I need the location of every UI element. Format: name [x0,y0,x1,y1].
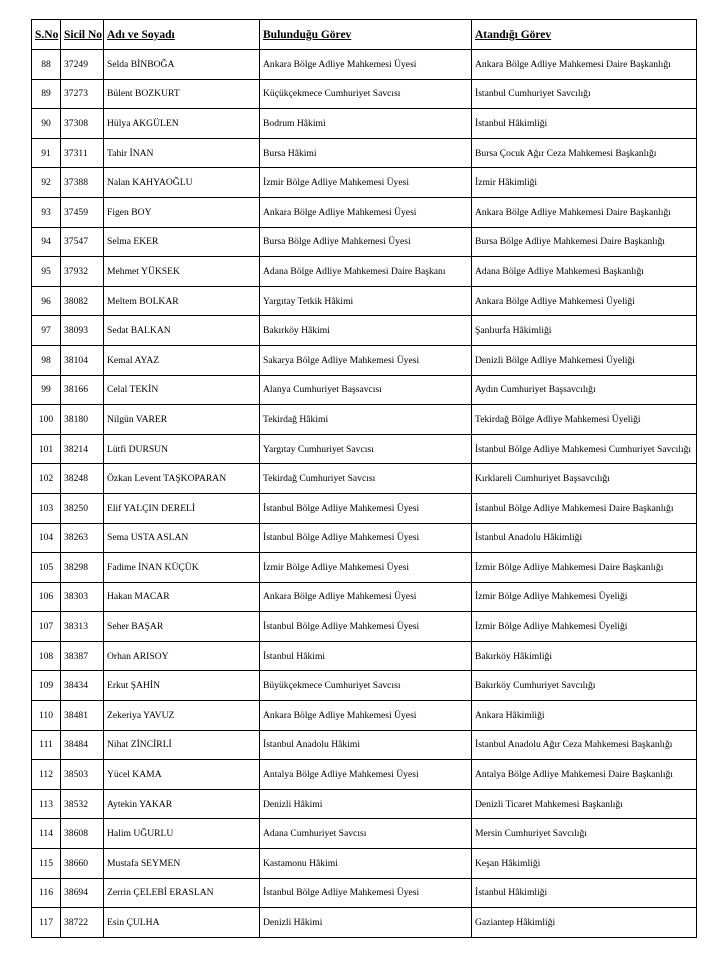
table-row [32,405,697,435]
cell-current-position: Denizli Hâkimi [260,908,472,938]
cell-appointed-position: Bakırköy Hâkimliği [472,641,697,671]
cell-appointed-position: Ankara Bölge Adliye Mahkemesi Üyeliği [472,286,697,316]
cell-sicil-no: 38104 [61,345,104,375]
cell-current-position: Bursa Hâkimi [260,138,472,168]
cell-name: Tahir İNAN [104,138,260,168]
table-row [32,227,697,257]
cell-sicil-no: 38082 [61,286,104,316]
cell-name: Selda BİNBOĞA [104,50,260,80]
cell-name: Aytekin YAKAR [104,789,260,819]
cell-appointed-position: Aydın Cumhuriyet Başsavcılığı [472,375,697,405]
table-row [32,345,697,375]
cell-name: Erkut ŞAHİN [104,671,260,701]
cell-name: Hakan MACAR [104,582,260,612]
cell-name: Figen BOY [104,197,260,227]
appointment-table [31,19,697,938]
cell-appointed-position: Gaziantep Hâkimliği [472,908,697,938]
cell-sicil-no: 38660 [61,849,104,879]
cell-current-position: Adana Bölge Adliye Mahkemesi Daire Başkanı [260,257,472,287]
cell-current-position: Adana Cumhuriyet Savcısı [260,819,472,849]
cell-appointed-position: Keşan Hâkimliği [472,849,697,879]
table-row [32,789,697,819]
table-row [32,79,697,109]
table-row [32,50,697,80]
cell-current-position: Büyükçekmece Cumhuriyet Savcısı [260,671,472,701]
table-body [32,50,697,938]
cell-name: Zerrin ÇELEBİ ERASLAN [104,878,260,908]
cell-current-position: İstanbul Bölge Adliye Mahkemesi Üyesi [260,493,472,523]
cell-name: Mehmet YÜKSEK [104,257,260,287]
cell-name: Nalan KAHYAOĞLU [104,168,260,198]
cell-current-position: İstanbul Bölge Adliye Mahkemesi Üyesi [260,878,472,908]
table-row [32,523,697,553]
cell-appointed-position: İstanbul Anadolu Hâkimliği [472,523,697,553]
cell-sno: 108 [32,641,61,671]
cell-appointed-position: İzmir Hâkimliği [472,168,697,198]
cell-appointed-position: Ankara Bölge Adliye Mahkemesi Daire Başkanlığı [472,50,697,80]
cell-current-position: Tekirdağ Hâkimi [260,405,472,435]
table-row [32,701,697,731]
cell-sno: 101 [32,434,61,464]
cell-appointed-position: Denizli Bölge Adliye Mahkemesi Üyeliği [472,345,697,375]
cell-sicil-no: 38248 [61,464,104,494]
cell-name: Elif YALÇIN DERELİ [104,493,260,523]
header-name: Adı ve Soyadı [104,20,260,50]
cell-appointed-position: İstanbul Hâkimliği [472,878,697,908]
cell-sicil-no: 38214 [61,434,104,464]
cell-name: Seher BAŞAR [104,612,260,642]
cell-sno: 102 [32,464,61,494]
cell-sicil-no: 37273 [61,79,104,109]
header-sicil-no: Sicil No [61,20,104,50]
cell-current-position: Bursa Bölge Adliye Mahkemesi Üyesi [260,227,472,257]
cell-sicil-no: 38298 [61,553,104,583]
header-sno: S.No [32,20,61,50]
cell-sno: 91 [32,138,61,168]
cell-sno: 115 [32,849,61,879]
table-row [32,641,697,671]
header-current-position: Bulunduğu Görev [260,20,472,50]
cell-name: Nilgün VARER [104,405,260,435]
cell-current-position: Bakırköy Hâkimi [260,316,472,346]
cell-sno: 90 [32,109,61,139]
cell-sno: 104 [32,523,61,553]
cell-sicil-no: 37311 [61,138,104,168]
cell-appointed-position: Ankara Bölge Adliye Mahkemesi Daire Başkanlığı [472,197,697,227]
table-row [32,908,697,938]
cell-current-position: Alanya Cumhuriyet Başsavcısı [260,375,472,405]
cell-current-position: İstanbul Bölge Adliye Mahkemesi Üyesi [260,523,472,553]
cell-name: Celal TEKİN [104,375,260,405]
cell-current-position: İstanbul Bölge Adliye Mahkemesi Üyesi [260,612,472,642]
cell-appointed-position: Bursa Çocuk Ağır Ceza Mahkemesi Başkanlığı [472,138,697,168]
cell-sno: 114 [32,819,61,849]
cell-name: Sedat BALKAN [104,316,260,346]
table-row [32,257,697,287]
cell-appointed-position: İstanbul Hâkimliği [472,109,697,139]
cell-sicil-no: 38166 [61,375,104,405]
table-row [32,168,697,198]
cell-name: Bülent BOZKURT [104,79,260,109]
cell-appointed-position: İzmir Bölge Adliye Mahkemesi Üyeliği [472,582,697,612]
table-row [32,878,697,908]
table-row [32,819,697,849]
table-header-row [32,20,697,50]
cell-current-position: Bodrum Hâkimi [260,109,472,139]
cell-name: Özkan Levent TAŞKOPARAN [104,464,260,494]
cell-current-position: Yargıtay Tetkik Hâkimi [260,286,472,316]
cell-sicil-no: 38503 [61,760,104,790]
cell-sicil-no: 38093 [61,316,104,346]
cell-current-position: İstanbul Hâkimi [260,641,472,671]
cell-current-position: Yargıtay Cumhuriyet Savcısı [260,434,472,464]
cell-name: Kemal AYAZ [104,345,260,375]
cell-appointed-position: İstanbul Cumhuriyet Savcılığı [472,79,697,109]
cell-sicil-no: 38303 [61,582,104,612]
cell-sno: 95 [32,257,61,287]
table-row [32,109,697,139]
cell-sicil-no: 38484 [61,730,104,760]
cell-appointed-position: İzmir Bölge Adliye Mahkemesi Üyeliği [472,612,697,642]
cell-sicil-no: 38250 [61,493,104,523]
cell-sno: 96 [32,286,61,316]
table-row [32,671,697,701]
table-row [32,612,697,642]
cell-sno: 94 [32,227,61,257]
cell-sno: 106 [32,582,61,612]
table-row [32,434,697,464]
cell-sno: 88 [32,50,61,80]
cell-sno: 112 [32,760,61,790]
cell-sicil-no: 38387 [61,641,104,671]
cell-name: Halim UĞURLU [104,819,260,849]
cell-appointed-position: Antalya Bölge Adliye Mahkemesi Daire Başkanlığı [472,760,697,790]
cell-sno: 99 [32,375,61,405]
cell-appointed-position: Şanlıurfa Hâkimliği [472,316,697,346]
cell-sno: 107 [32,612,61,642]
cell-appointed-position: İstanbul Anadolu Ağır Ceza Mahkemesi Başkanlığı [472,730,697,760]
cell-sicil-no: 38180 [61,405,104,435]
cell-appointed-position: Kırklareli Cumhuriyet Başsavcılığı [472,464,697,494]
cell-sno: 98 [32,345,61,375]
cell-sno: 116 [32,878,61,908]
cell-sicil-no: 37388 [61,168,104,198]
cell-appointed-position: Denizli Ticaret Mahkemesi Başkanlığı [472,789,697,819]
cell-current-position: Tekirdağ Cumhuriyet Savcısı [260,464,472,494]
cell-name: Hülya AKGÜLEN [104,109,260,139]
table-row [32,138,697,168]
cell-sicil-no: 38694 [61,878,104,908]
table-row [32,553,697,583]
cell-name: Lütfi DURSUN [104,434,260,464]
cell-sicil-no: 37932 [61,257,104,287]
table-row [32,316,697,346]
table-row [32,464,697,494]
cell-sicil-no: 37308 [61,109,104,139]
cell-sno: 103 [32,493,61,523]
cell-sno: 93 [32,197,61,227]
table-row [32,286,697,316]
cell-sno: 89 [32,79,61,109]
cell-sicil-no: 37547 [61,227,104,257]
cell-sno: 109 [32,671,61,701]
cell-current-position: İzmir Bölge Adliye Mahkemesi Üyesi [260,553,472,583]
cell-current-position: Denizli Hâkimi [260,789,472,819]
cell-current-position: Kastamonu Hâkimi [260,849,472,879]
cell-sicil-no: 37459 [61,197,104,227]
cell-current-position: Ankara Bölge Adliye Mahkemesi Üyesi [260,197,472,227]
cell-current-position: Sakarya Bölge Adliye Mahkemesi Üyesi [260,345,472,375]
cell-name: Zekeriya YAVUZ [104,701,260,731]
cell-current-position: Ankara Bölge Adliye Mahkemesi Üyesi [260,50,472,80]
cell-current-position: Ankara Bölge Adliye Mahkemesi Üyesi [260,582,472,612]
cell-sicil-no: 38313 [61,612,104,642]
cell-name: Meltem BOLKAR [104,286,260,316]
cell-sno: 97 [32,316,61,346]
cell-appointed-position: İstanbul Bölge Adliye Mahkemesi Daire Başkanlığı [472,493,697,523]
cell-current-position: Antalya Bölge Adliye Mahkemesi Üyesi [260,760,472,790]
cell-name: Fadime İNAN KÜÇÜK [104,553,260,583]
table-row [32,760,697,790]
cell-name: Sema USTA ASLAN [104,523,260,553]
cell-current-position: Küçükçekmece Cumhuriyet Savcısı [260,79,472,109]
cell-appointed-position: Bursa Bölge Adliye Mahkemesi Daire Başkanlığı [472,227,697,257]
cell-current-position: İzmir Bölge Adliye Mahkemesi Üyesi [260,168,472,198]
cell-name: Orhan ARISOY [104,641,260,671]
cell-sno: 117 [32,908,61,938]
cell-sno: 100 [32,405,61,435]
cell-sicil-no: 38434 [61,671,104,701]
cell-sicil-no: 38481 [61,701,104,731]
table-row [32,849,697,879]
cell-sicil-no: 38532 [61,789,104,819]
cell-sno: 110 [32,701,61,731]
table-row [32,582,697,612]
cell-sicil-no: 38608 [61,819,104,849]
cell-sicil-no: 38722 [61,908,104,938]
cell-sicil-no: 37249 [61,50,104,80]
cell-sno: 113 [32,789,61,819]
cell-appointed-position: Ankara Hâkimliği [472,701,697,731]
cell-appointed-position: Adana Bölge Adliye Mahkemesi Başkanlığı [472,257,697,287]
cell-appointed-position: Mersin Cumhuriyet Savcılığı [472,819,697,849]
header-appointed-position: Atandığı Görev [472,20,697,50]
cell-sicil-no: 38263 [61,523,104,553]
table-row [32,375,697,405]
cell-appointed-position: İzmir Bölge Adliye Mahkemesi Daire Başkanlığı [472,553,697,583]
cell-current-position: Ankara Bölge Adliye Mahkemesi Üyesi [260,701,472,731]
cell-sno: 92 [32,168,61,198]
cell-appointed-position: Tekirdağ Bölge Adliye Mahkemesi Üyeliği [472,405,697,435]
cell-appointed-position: İstanbul Bölge Adliye Mahkemesi Cumhuriyet Savcılığı [472,434,697,464]
cell-name: Nihat ZİNCİRLİ [104,730,260,760]
cell-appointed-position: Bakırköy Cumhuriyet Savcılığı [472,671,697,701]
cell-name: Mustafa SEYMEN [104,849,260,879]
cell-sno: 105 [32,553,61,583]
cell-sno: 111 [32,730,61,760]
table-row [32,197,697,227]
table-row [32,730,697,760]
table-row [32,493,697,523]
cell-current-position: İstanbul Anadolu Hâkimi [260,730,472,760]
cell-name: Yücel KAMA [104,760,260,790]
cell-name: Selma EKER [104,227,260,257]
cell-name: Esin ÇULHA [104,908,260,938]
